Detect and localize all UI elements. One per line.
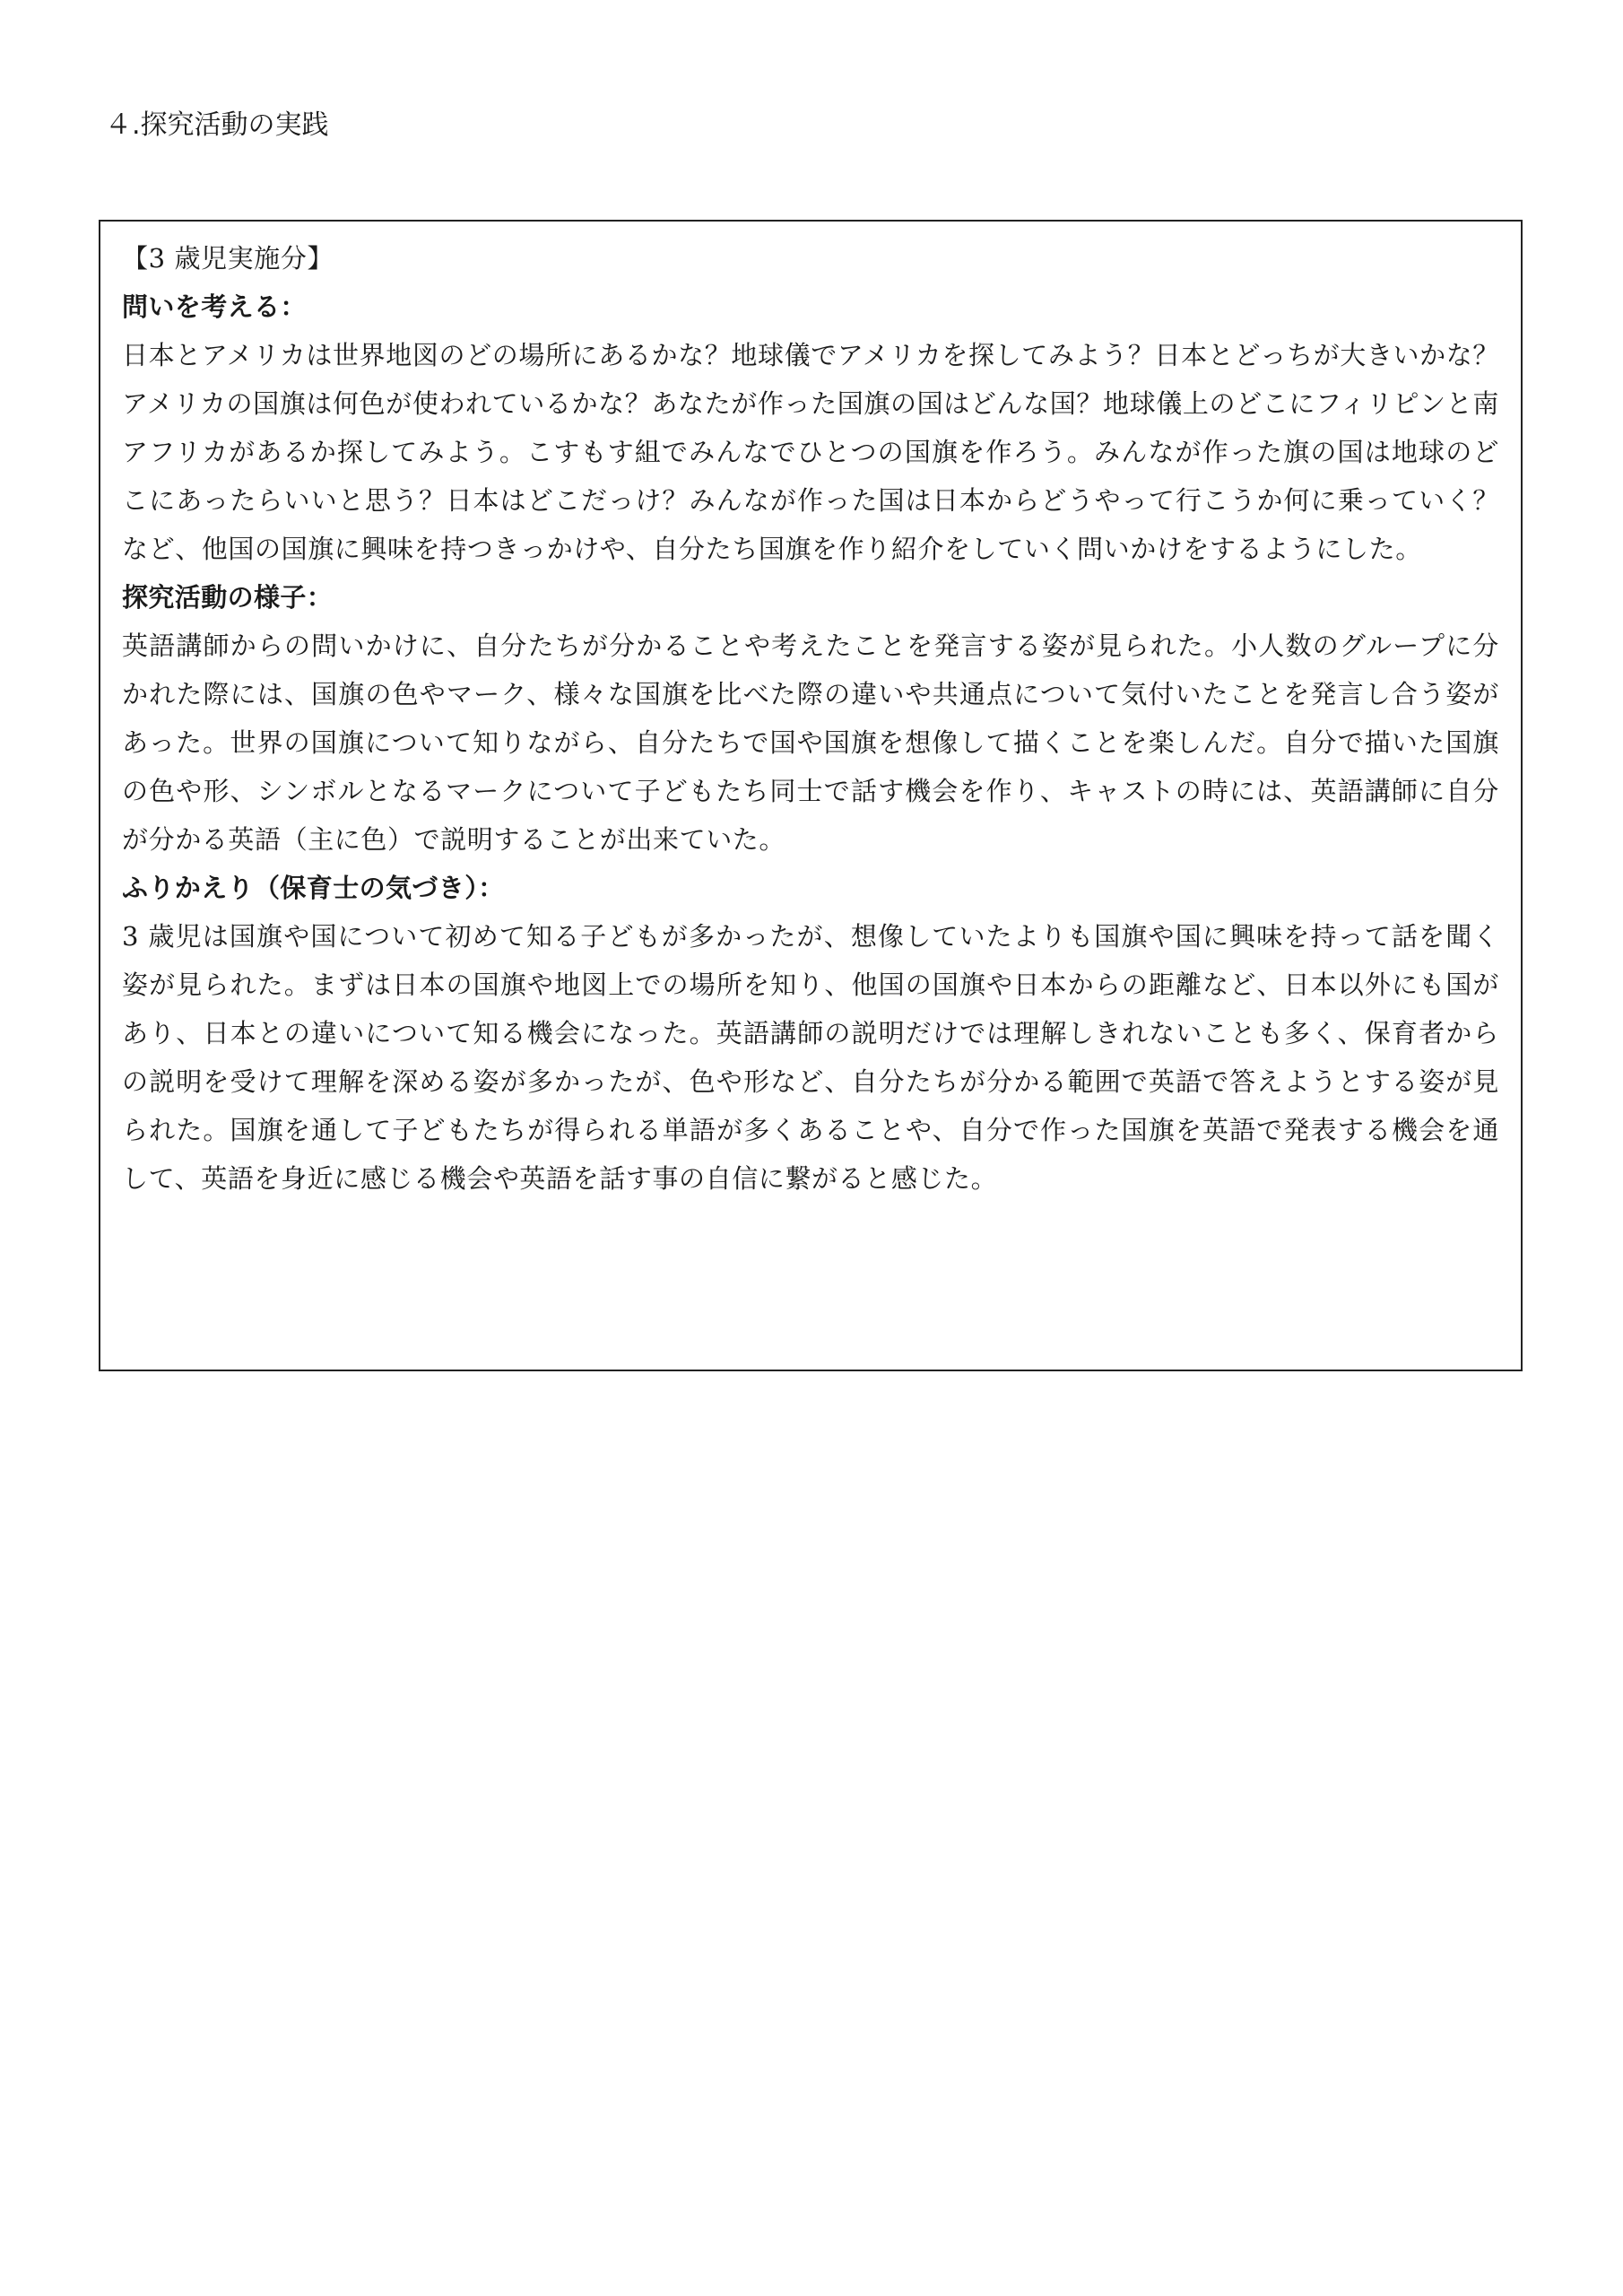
report-box	[99, 220, 1523, 1371]
reflection-label: ふりかえり（保育士の気づき）：	[122, 873, 505, 903]
category-label: 【3 歳児実施分】	[122, 243, 334, 274]
activity-paragraph: 英語講師からの問いかけに、自分たちが分かることや考えたことを発言する姿が見られた。小人数のグループに分かれた際には、国旗の色やマーク、様々な国旗を比べた際の違いや共通点について気付いたことを発言し合う姿があった。世界の国旗について知りながら、自分たちで国や国旗を想像して描くことを楽しんだ。自分で描いた国旗の色や形、シンボルとなるマークについて子どもたち同士で話す機会を作り、キャストの時には、英語講師に自分が分かる英語（主に色）で説明することが出来ていた。	[122, 631, 1499, 855]
section-heading: ４.探究活動の実践	[105, 109, 329, 141]
questions-paragraph: 日本とアメリカは世界地図のどの場所にあるかな？地球儀でアメリカを探してみよう？日本とどっちが大きいかな？アメリカの国旗は何色が使われているかな？あなたが作った国旗の国はどんな国？地球儀上のどこにフィリピンと南アフリカがあるか探してみよう。こすもす組でみんなでひとつの国旗を作ろう。みんなが作った旗の国は地球のどこにあったらいいと思う？日本はどこだっけ？みんなが作った国は日本からどうやって行こうか何に乗っていく？など、他国の国旗に興味を持つきっかけや、自分たち国旗を作り紹介をしていく問いかけをするようにした。	[122, 340, 1499, 564]
questions-label: 問いを考える：	[122, 291, 307, 322]
activity-label: 探究活動の様子：	[122, 582, 334, 613]
reflection-paragraph: 3 歳児は国旗や国について初めて知る子どもが多かったが、想像していたよりも国旗や国に興味を持って話を聞く姿が見られた。まずは日本の国旗や地図上での場所を知り、他国の国旗や日本からの距離など、日本以外にも国があり、日本との違いについて知る機会になった。英語講師の説明だけでは理解しきれないことも多く、保育者からの説明を受けて理解を深める姿が多かったが、色や形など、自分たちが分かる範囲で英語で答えようとする姿が見られた。国旗を通して子どもたちが得られる単語が多くあることや、自分で作った国旗を英語で発表する機会を通して、英語を身近に感じる機会や英語を話す事の自信に繋がると感じた。	[122, 921, 1499, 1194]
